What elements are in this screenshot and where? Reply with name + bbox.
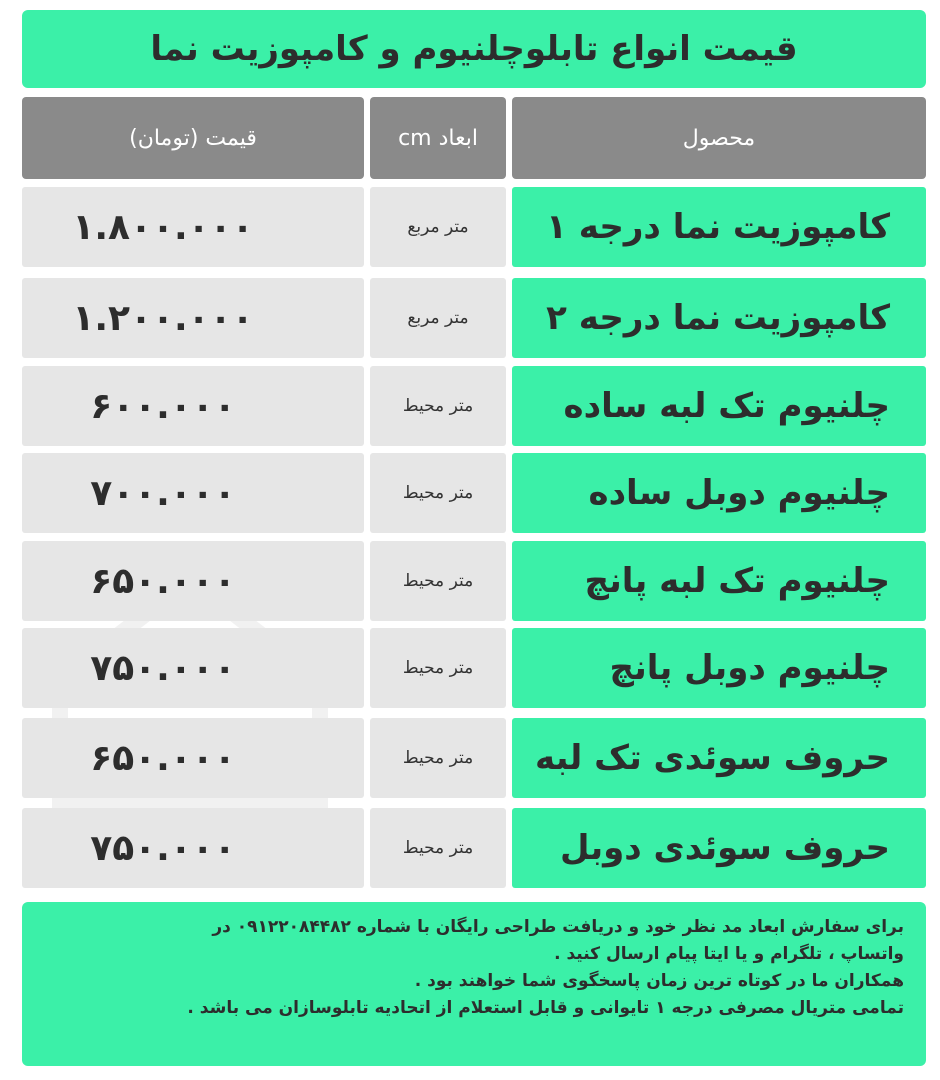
page-title: قیمت انواع تابلوچلنیوم و کامپوزیت نما <box>22 10 926 88</box>
product-dimension: متر محیط <box>370 808 506 888</box>
product-price: ۷۰۰.۰۰۰ <box>22 453 364 533</box>
product-name: چلنیوم دوبل ساده <box>512 453 926 533</box>
product-dimension: متر محیط <box>370 453 506 533</box>
product-dimension: متر مربع <box>370 187 506 267</box>
header-dimension: ابعاد cm <box>370 97 506 179</box>
product-name: حروف سوئدی تک لبه <box>512 718 926 798</box>
product-dimension: متر محیط <box>370 541 506 621</box>
product-dimension: متر محیط <box>370 628 506 708</box>
footer-line: برای سفارش ابعاد مد نظر خود و دریافت طراحی رایگان با شماره ۰۹۱۲۲۰۸۴۴۸۲ در <box>212 917 904 937</box>
footer-line: تمامی متریال مصرفی درجه ۱ تایوانی و قابل استعلام از اتحادیه تابلوسازان می باشد . <box>187 998 904 1018</box>
product-name: چلنیوم تک لبه پانچ <box>512 541 926 621</box>
table-header <box>22 97 926 179</box>
product-price: ۶۰۰.۰۰۰ <box>22 366 364 446</box>
table-row <box>22 278 926 358</box>
product-price: ۱.۸۰۰.۰۰۰ <box>22 187 364 267</box>
table-row <box>22 366 926 446</box>
product-name: چلنیوم تک لبه ساده <box>512 366 926 446</box>
footer-line: همکاران ما در کوتاه ترین زمان پاسخگوی شما خواهند بود . <box>414 971 904 991</box>
header-product: محصول <box>512 97 926 179</box>
product-name: چلنیوم دوبل پانچ <box>512 628 926 708</box>
product-name: کامپوزیت نما درجه ۱ <box>512 187 926 267</box>
table-row <box>22 808 926 888</box>
footer-note <box>22 902 926 1066</box>
product-name: کامپوزیت نما درجه ۲ <box>512 278 926 358</box>
product-dimension: متر محیط <box>370 366 506 446</box>
product-price: ۱.۲۰۰.۰۰۰ <box>22 278 364 358</box>
product-price: ۶۵۰.۰۰۰ <box>22 541 364 621</box>
table-row <box>22 187 926 267</box>
product-price: ۷۵۰.۰۰۰ <box>22 808 364 888</box>
product-dimension: متر محیط <box>370 718 506 798</box>
table-row <box>22 453 926 533</box>
table-row <box>22 628 926 708</box>
table-row <box>22 541 926 621</box>
product-dimension: متر مربع <box>370 278 506 358</box>
footer-line: واتساپ ، تلگرام و یا ایتا پیام ارسال کنید . <box>554 944 904 964</box>
header-price: قیمت (تومان) <box>22 97 364 179</box>
table-row <box>22 718 926 798</box>
product-price: ۷۵۰.۰۰۰ <box>22 628 364 708</box>
product-name: حروف سوئدی دوبل <box>512 808 926 888</box>
product-price: ۶۵۰.۰۰۰ <box>22 718 364 798</box>
